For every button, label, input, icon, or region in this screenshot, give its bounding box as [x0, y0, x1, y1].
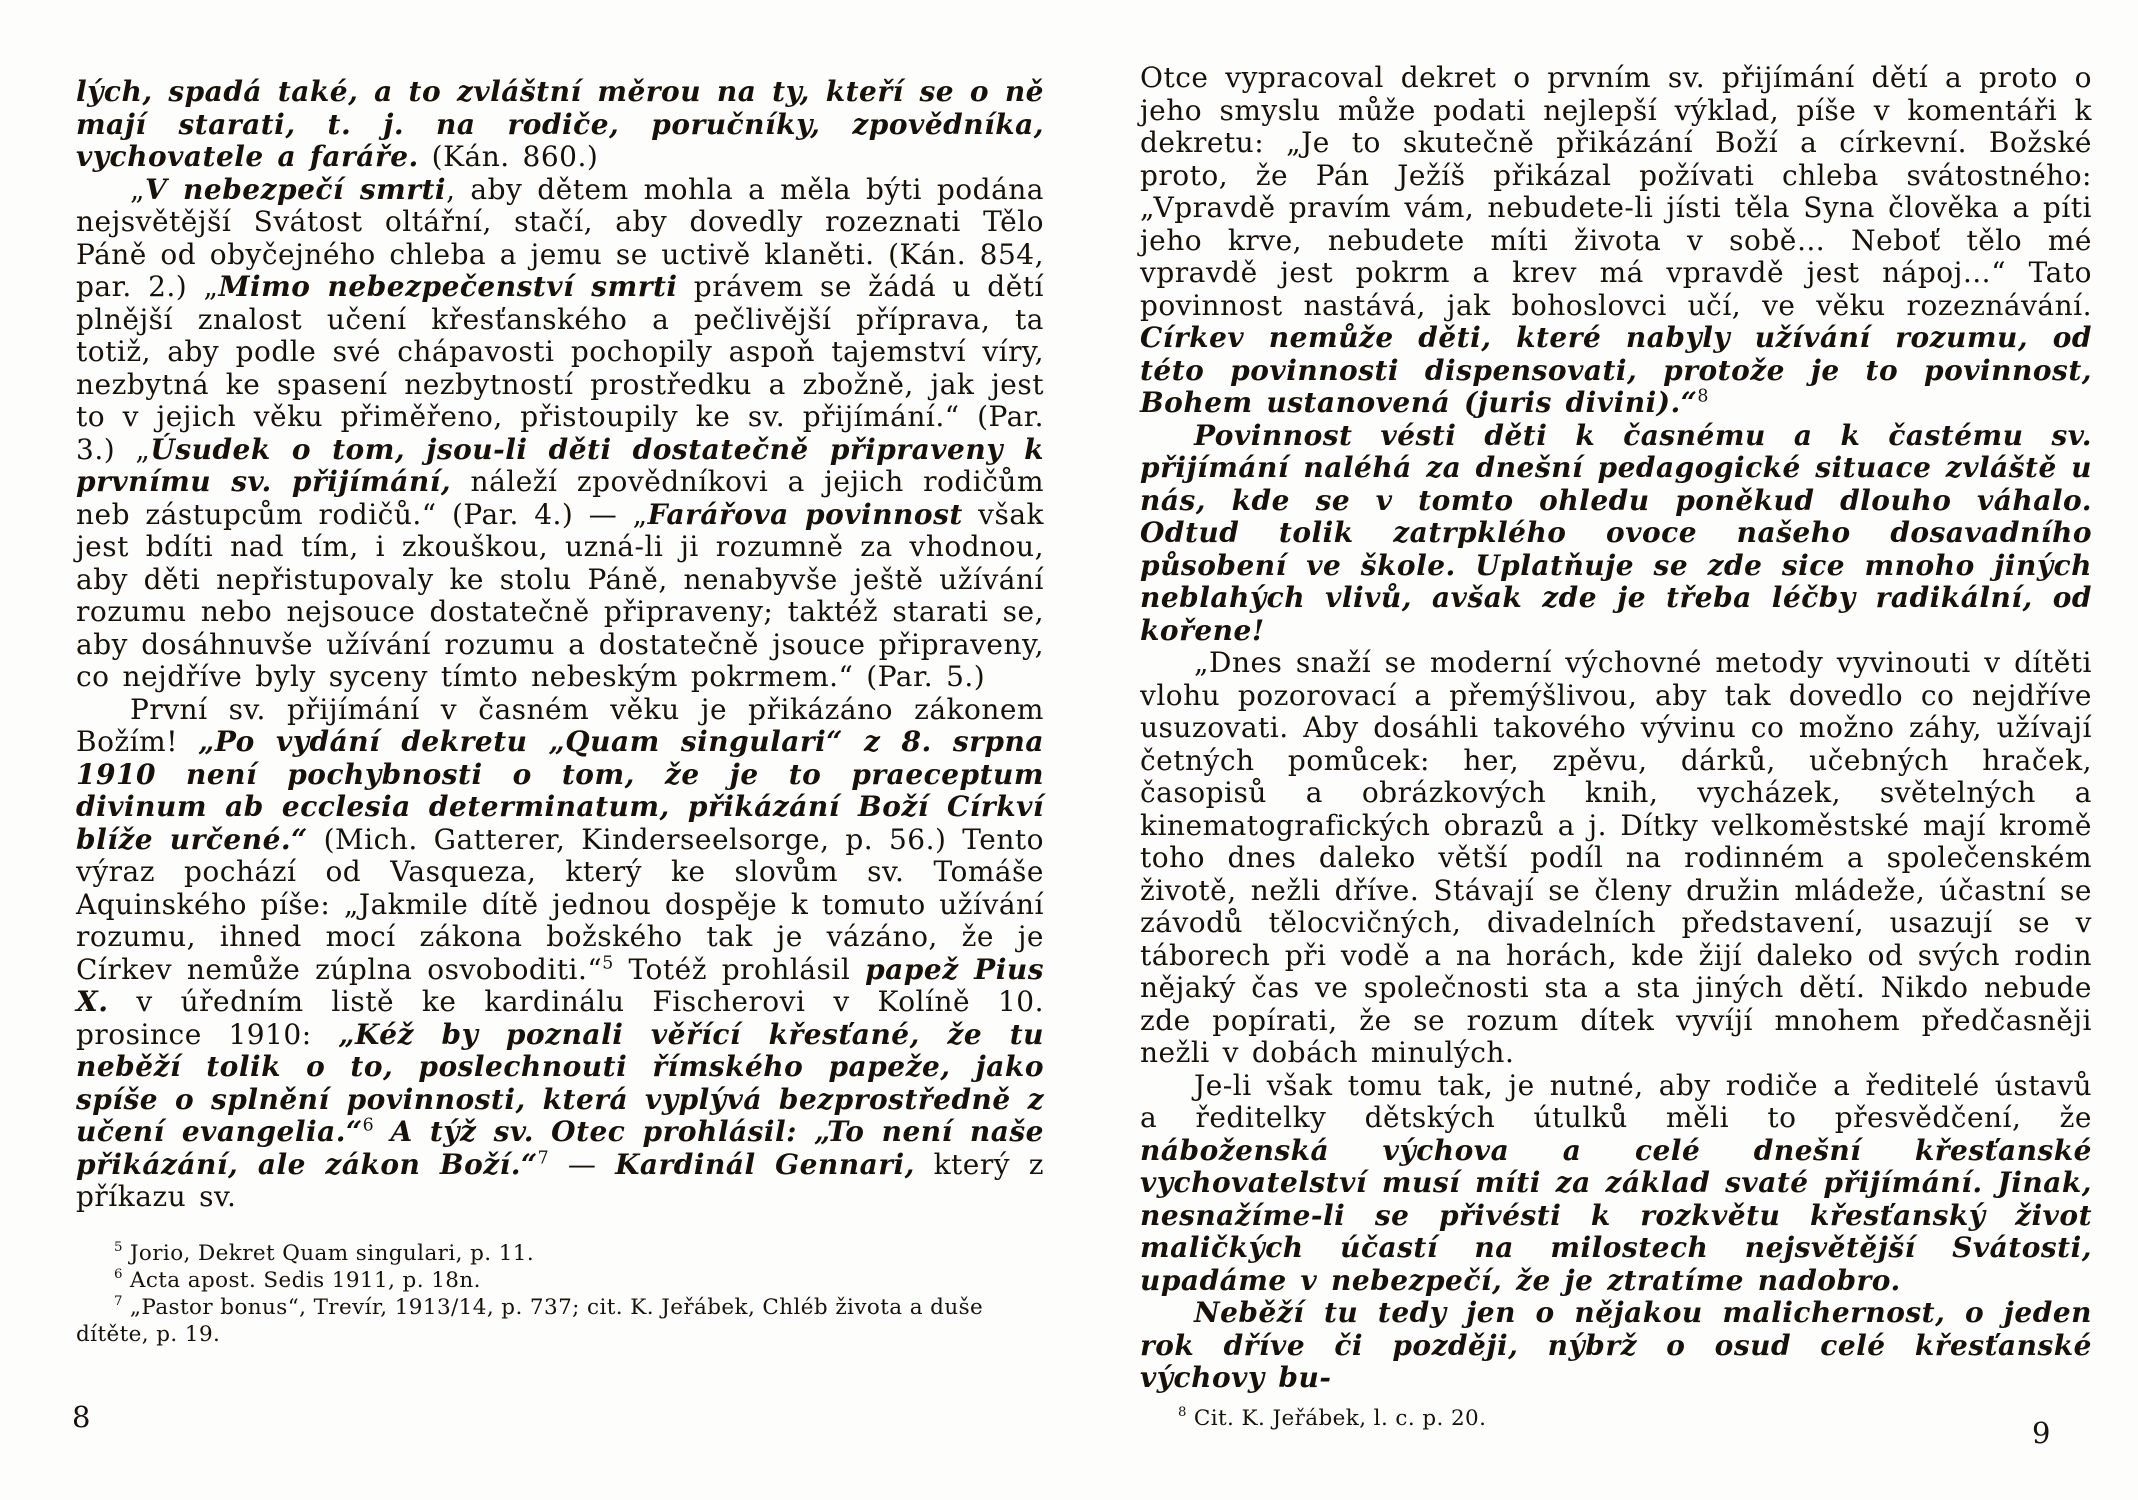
footnote-reference: 7 [537, 1148, 550, 1169]
text-run: právem se žádá u dětí plnější znalost učení křesťanského a pečlivější příprava, ta totiž, aby podle své chápavosti pochopily aspoň tajemství víry, nezbytná ke spasení nezbytností prostředku a zbožně, jak jest to v jejich věku přiměřeno, přistoupily ke sv. přijímání.“ (Par. 3.) „ [76, 270, 1044, 466]
footnote-text: „Pastor bonus“, Trevír, 1913/14, p. 737; cit. K. Jeřábek, Chléb života a duše dítěte, p. 19. [76, 1294, 984, 1347]
right-page-text-block [1140, 62, 2092, 1395]
paragraph [1140, 1070, 2092, 1298]
footnote-reference: 5 [602, 953, 614, 974]
page-right [1140, 62, 2092, 1432]
text-run: A týž sv. Otec prohlásil: „To není naše přikázání, ale zákon Boží.“ [76, 1115, 1044, 1181]
footnote [1140, 1405, 2092, 1432]
footnote [76, 1294, 1044, 1348]
paragraph [76, 174, 1044, 694]
footnote-text: Cit. K. Jeřábek, l. c. p. 20. [1193, 1405, 1487, 1431]
text-run: „ [130, 172, 146, 206]
text-run: V nebezpečí smrti [145, 172, 447, 206]
text-run: „Po vydání dekretu „Quam singulari“ z 8. srpna 1910 není pochybnosti o tom, že je to praeceptum divinum ab ecclesia determinatum, přikázání Boží Církví blíže určené.“ [76, 725, 1044, 856]
text-run: Farářova povinnost [647, 497, 963, 531]
text-run: Povinnost vésti děti k časnému a k častému sv. přijímání naléhá za dnešní pedagogické situace zvláště u nás, kde se v tomto ohledu poněkud dlouho váhalo. Odtud tolik zatrpklého ovoce našeho dosavadního působení ve škole. Uplatňuje se zde sice mnoho jiných neblahých vlivů, avšak zde je třeba léčby radikální, od kořene! [1140, 418, 2092, 647]
text-run: „Kéž by poznali věřící křesťané, že tu neběží tolik o to, poslechnouti římského papeže, jako spíše o splnění povinnosti, která vyplývá bezprostředně z učení evangelia.“ [76, 1017, 1044, 1148]
text-run: Kardinál Gennari, [615, 1147, 915, 1181]
page-left [76, 76, 1044, 1348]
text-run: Mimo nebezpečenství smrti [218, 270, 678, 303]
paragraph [1140, 647, 2092, 1070]
footnote-reference: 6 [362, 1115, 375, 1136]
right-page-footnotes [1140, 1405, 2092, 1432]
footnote [76, 1240, 1044, 1267]
paragraph [1140, 62, 2092, 420]
text-run: Totéž prohlásil [613, 952, 866, 986]
text-run: papež Pius X. [76, 952, 1044, 1018]
text-run [374, 1115, 390, 1148]
text-run: náleží zpovědníkovi a jejich rodičům neb zástupcům rodičů.“ (Par. 4.) — „ [76, 465, 1044, 531]
text-run: (Kán. 860.) [418, 140, 599, 173]
paragraph [1140, 420, 2092, 648]
footnote-marker: 5 [114, 1240, 123, 1256]
left-page-text-block [76, 76, 1044, 1214]
paragraph [1140, 1297, 2092, 1395]
page-number-left: 8 [72, 1400, 91, 1434]
footnote-text: Acta apost. Sedis 1911, p. 18n. [129, 1267, 481, 1293]
text-run: Neběží tu tedy jen o nějakou malichernost, o jeden rok dříve či později, nýbrž o osud celé křesťanské výchovy bu- [1140, 1296, 2092, 1394]
footnote-reference: 8 [1697, 386, 1709, 407]
text-run: První sv. přijímání v časném věku je přikázáno zákonem Božím! [76, 692, 1044, 758]
footnote-text: Jorio, Dekret Quam singulari, p. 11. [129, 1240, 535, 1266]
text-run: lých, spadá také, a to zvláštní měrou na ty, kteří se o ně mají starati, t. j. na rodiče, poručníky, zpovědníka, vychovatele a faráře. [76, 75, 1044, 173]
text-run: (Mich. Gatterer, Kinderseelsorge, p. 56.) Tento výraz pochází od Vasqueza, který ke slovům sv. Tomáše Aquinského píše: „Jakmile dítě jednou dospěje k tomuto užívání rozumu, ihned mocí zákona božského tak je vázáno, že je Církev nemůže zúplna osvoboditi.“ [76, 822, 1044, 986]
text-run: Je-li však tomu tak, je nutné, aby rodiče a ředitelé ústavů a ředitelky dětských útulků měli to přesvědčení, že [1140, 1068, 2092, 1134]
text-run: však jest bdíti nad tím, i zkouškou, uzná-li ji rozumně za vhodnou, aby děti nepřistupovaly ke stolu Páně, nenabyvše ještě užívání rozumu nebo nejsouce dostatečně připraveny; taktéž starati se, aby dosáhnuvše užívání rozumu a dostatečně jsouce připraveny, co nejdříve byly syceny tímto nebeským pokrmem.“ (Par. 5.) [76, 497, 1044, 693]
text-run: , aby dětem mohla a měla býti podána nejsvětější Svátost oltářní, stačí, aby dovedly rozeznati Tělo Páně od obyčejného chleba a jemu se uctivě klaněti. (Kán. 854, par. 2.) „ [76, 172, 1044, 303]
text-run: v úředním listě ke kardinálu Fischerovi v Kolíně 10. prosince 1910: [76, 985, 1044, 1051]
text-run: Církev nemůže děti, které nabyly užívání rozumu, od této povinnosti dispensovati, protože je to povinnost, Bohem ustanovená (juris divini).“ [1140, 321, 2092, 419]
footnote [76, 1267, 1044, 1294]
footnote-marker: 6 [114, 1267, 123, 1283]
page-number-right: 9 [2032, 1416, 2051, 1450]
text-run: Otce vypracoval dekret o prvním sv. přijímání dětí a proto o jeho smyslu může podati nejlepší výklad, píše v komentáři k dekretu: „Je to skutečně přikázání Boží a církevní. Božské proto, že Pán Ježíš přikázal požívati chleba svátostného: „Vpravdě pravím vám, nebudete-li jísti těla Syna člověka a píti jeho krve, nebudete míti života v sobě… Neboť tělo mé vpravdě jest pokrm a krev má vpravdě jest nápoj…“ Tato povinnost nastává, jak bohoslovci učí, ve věku rozeznávání. [1140, 61, 2092, 322]
text-run: „Dnes snaží se moderní výchovné metody vyvinouti v dítěti vlohu pozorovací a přemýšlivou, aby tak dovedlo co nejdříve usuzovati. Aby dosáhli takového vývinu co možno záhy, užívají četných pomůcek: her, zpěvu, dárků, učebných hraček, časopisů a obrázkových knih, vycházek, světelných a kinematografických obrazů a j. Dítky velkoměstské mají kromě toho dnes daleko větší podíl na rodinném a společenském životě, nežli dříve. Stávají se členy družin mládeže, účastní se závodů tělocvičných, divadelních představení, usazují se v táborech při vodě a na horách, kde žijí daleko od svých rodin nějaký čas ve společnosti sta a sta jiných dětí. Nikdo nebude zde popírati, že se rozum dítek vyvíjí mnohem předčasněji nežli v dobách minulých. [1140, 646, 2092, 1069]
text-run: který z příkazu sv. [76, 1147, 1044, 1213]
paragraph [76, 76, 1044, 174]
text-run: Úsudek o tom, jsou-li děti dostatečně připraveny k prvnímu sv. přijímání, [76, 432, 1044, 498]
left-page-footnotes [76, 1240, 1044, 1348]
paragraph [76, 694, 1044, 1214]
text-run: — [549, 1147, 616, 1181]
footnote-marker: 8 [1178, 1405, 1187, 1421]
text-run: náboženská výchova a celé dnešní křesťanské vychovatelství musí míti za základ svaté přijímání. Jinak, nesnažíme-li se přivésti k rozkvětu křesťanský život maličkých účastí na milostech nejsvětější Svátosti, upadáme v nebezpečí, že je ztratíme nadobro. [1140, 1133, 2092, 1297]
footnote-marker: 7 [114, 1294, 123, 1310]
